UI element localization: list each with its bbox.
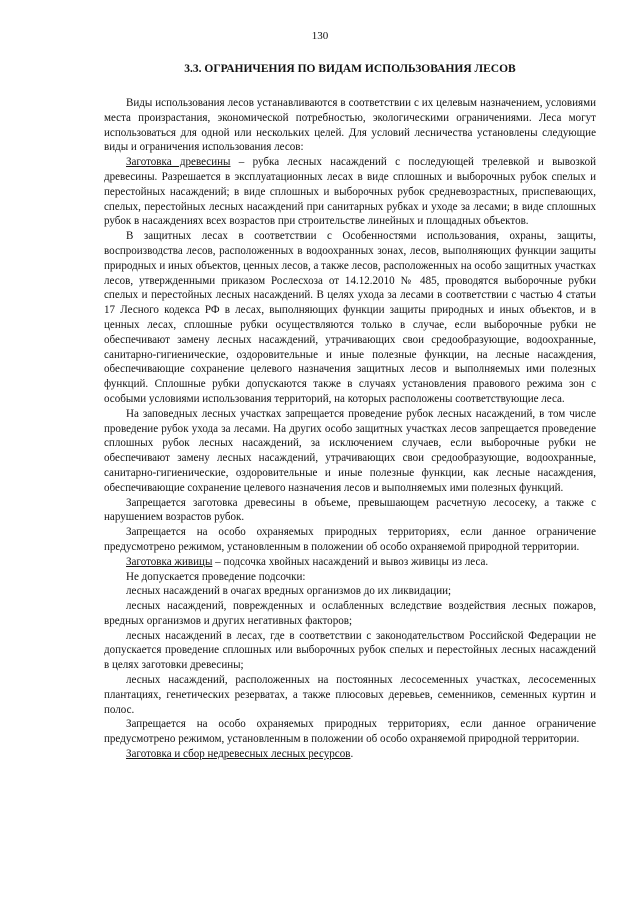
paragraph-reserved-areas: На заповедных лесных участках запрещается проведение рубок лесных насаждений, в том числе проведение рубок ухода за лесами. На других особо защитных участках лесов запрещается проведение сплошных рубок лесных насаждений, за исключением случаев, если выборочные рубки не обеспечивают замену лесных насаждений, утрачивающих свои средообразующие, водоохранные, санитарно-гигиенические, оздоровительные и иные полезные функции, как лесные насаждения, обеспечивающие сохранение целевого назначения лесов и выполняемых ими полезных функций. (104, 407, 596, 494)
document-body (104, 96, 596, 762)
term-wood-harvesting: Заготовка древесины (126, 156, 231, 169)
list-item: лесных насаждений в очагах вредных организмов до их ликвидации; (126, 585, 452, 598)
list-item: лесных насаждений, поврежденных и ослабленных вследствие воздействия лесных пожаров, вредных организмов и других негативных факторов; (104, 600, 596, 627)
term-non-wood-resources: Заготовка и сбор недревесных лесных ресурсов (126, 748, 351, 761)
section-heading: 3.3. ОГРАНИЧЕНИЯ ПО ВИДАМ ИСПОЛЬЗОВАНИЯ ЛЕСОВ (184, 63, 516, 75)
paragraph-protected-territories: Запрещается на особо охраняемых природных территориях, если данное ограничение предусмотрено режимом, установленным в положении об особо охраняемой природной территории. (104, 526, 596, 553)
paragraph-protective-forests: В защитных лесах в соответствии с Особенностями использования, охраны, защиты, воспроизводства лесов, расположенных в водоохранных зонах, лесов, выполняющих функции защиты природных и иных объектов, ценных лесов, а также лесов, расположенных на особо защитных участках лесов, утвержденными приказом Рослесхоза от 14.12.2010 № 485, проводятся выборочные рубки спелых и перестойных лесных насаждений. В целях ухода за лесами в соответствии с частью 4 статьи 17 Лесного кодекса РФ в лесах, выполняющих функции защиты природных и иных объектов, и в ценных лесах, сплошные рубки осуществляются только в случае, если выборочные рубки не обеспечивают замену лесных насаждений, утрачивающих свои средообразующие, водоохранные, санитарно-гигиенические, оздоровительные и иные полезные функции, на лесные насаждения, обеспечивающие сохранение целевого назначения защитных лесов и выполняемых ими полезных функций. Сплошные рубки допускаются также в случаях установления правового режима зон с особыми условиями использования территорий, на которых расположены соответствующие леса. (104, 230, 596, 405)
paragraph-text: . (350, 748, 354, 761)
list-item: лесных насаждений, расположенных на постоянных лесосеменных участках, лесосеменных плантациях, генетических резерватах, а также плюсовых деревьев, семенников, семенных куртин и полос. (104, 674, 596, 716)
paragraph-non-wood-resources (104, 747, 596, 762)
term-resin-harvesting: Заготовка живицы (126, 555, 213, 568)
paragraph-text: – рубка лесных насаждений с последующей трелевкой и вывозкой древесины. Разрешается в эксплуатационных лесах в виде сплошных и выборочных рубок спелых и перестойных насаждений; в виде сплошных и выборочных рубок средневозрастных, приспевающих, спелых, перестойных лесных насаждений при санитарных рубках и уходе за лесами; в виде сплошных рубок в насаждениях всех возрастов при строительстве линейных и площадных объектов. (104, 156, 597, 228)
paragraph-tapping-not-allowed: Не допускается проведение подсочки: (126, 570, 306, 583)
paragraph-wood-harvesting (104, 155, 596, 229)
page-number: 130 (311, 30, 329, 42)
paragraph-text: – подсочка хвойных насаждений и вывоз живицы из леса. (212, 555, 489, 568)
paragraph-protected-territories-2: Запрещается на особо охраняемых природных территориях, если данное ограничение предусмотрено режимом, установленным в положении об особо охраняемой природной территории. (104, 718, 596, 746)
paragraph-intro: Виды использования лесов устанавливаются в соответствии с их целевым назначением, условиями места произрастания, экономической потребностью, экологическими ограничениями. Леса могут использоваться для одной или нескольких целей. Для условий лесничества установлены следующие виды и ограничения использования лесов: (104, 97, 596, 154)
paragraph-volume-limit: Запрещается заготовка древесины в объеме, превышающем расчетную лесосеку, а также с нарушением возрастов рубок. (104, 496, 596, 524)
list-item: лесных насаждений в лесах, где в соответствии с законодательством Российской Федерации не допускается проведение сплошных или выборочных рубок спелых и перестойных лесных насаждений в целях заготовки древесины; (104, 629, 596, 672)
paragraph-resin-harvesting (104, 555, 596, 570)
